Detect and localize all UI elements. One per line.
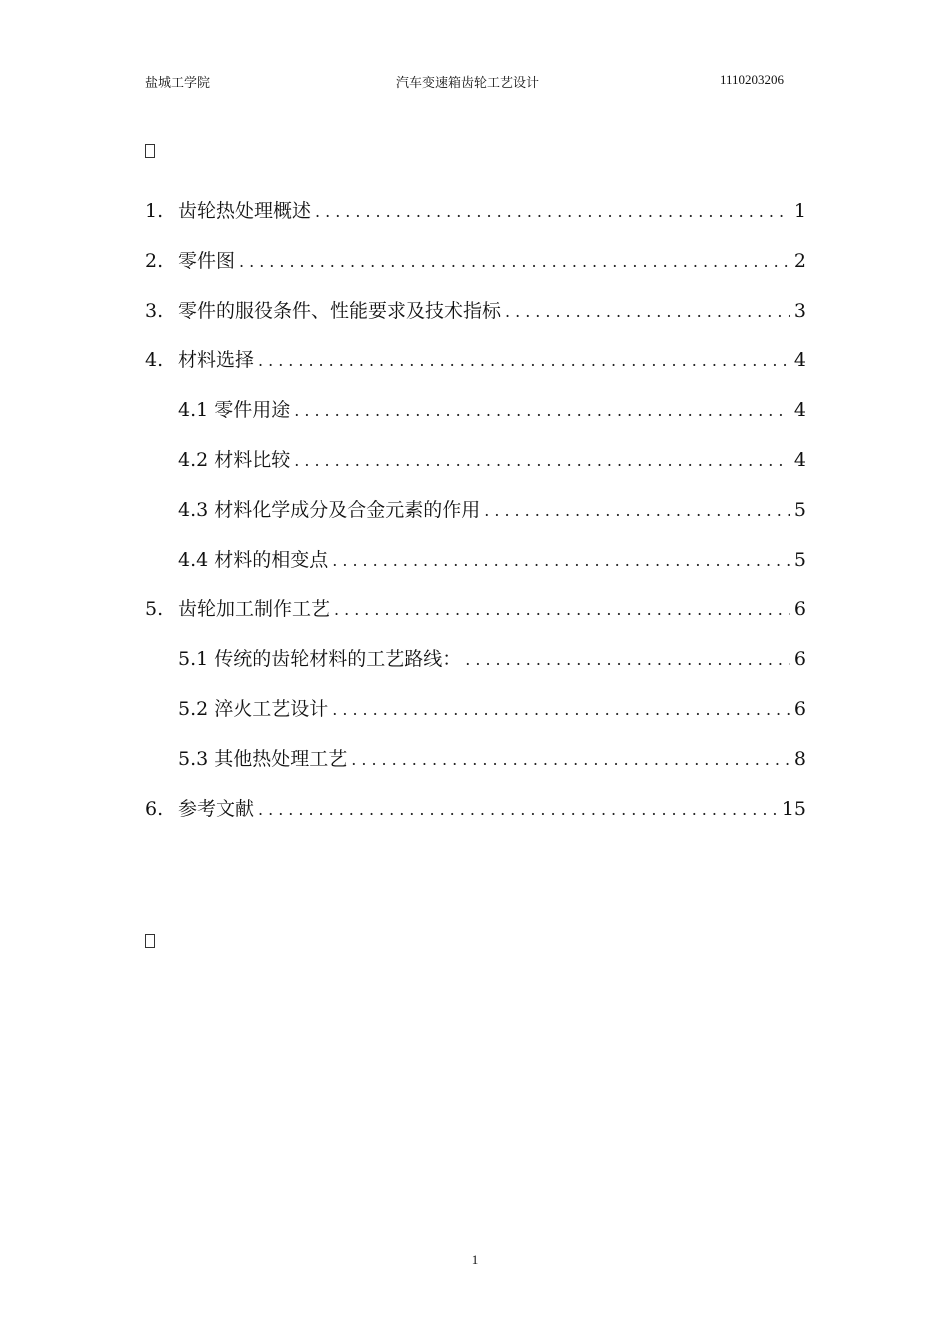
- toc-entry-title: 4.4 材料的相变点: [178, 548, 329, 571]
- toc-entry-number: 5.: [145, 598, 164, 621]
- toc-dot-leader: [332, 551, 790, 570]
- toc-entry[interactable]: [145, 594, 806, 644]
- toc-entry-title: 4.2 材料比较: [178, 448, 291, 471]
- toc-dot-leader: [294, 451, 790, 470]
- toc-entry-page: 6: [793, 648, 806, 671]
- toc-entry-title: 齿轮热处理概述: [178, 200, 312, 222]
- toc-dot-leader: [351, 750, 790, 769]
- toc-entry[interactable]: [145, 296, 806, 346]
- toc-entry-title: 5.1 传统的齿轮材料的工艺路线：: [178, 648, 462, 671]
- header-rule: [145, 100, 805, 101]
- toc-entry-title: 齿轮加工制作工艺: [178, 598, 331, 621]
- toc-dot-leader: [484, 501, 790, 520]
- toc-entry[interactable]: [145, 644, 806, 694]
- toc-dot-leader: [315, 202, 790, 221]
- toc-dot-leader: [334, 600, 790, 619]
- page-header: [0, 72, 950, 94]
- toc-entry-number: 3.: [145, 299, 164, 322]
- toc-entry-title: 4.1 零件用途: [178, 399, 291, 422]
- toc-entry-page: 4: [793, 448, 806, 471]
- toc-dot-leader: [258, 351, 790, 370]
- toc-entry-title: 参考文献: [178, 797, 255, 820]
- toc-entry-title: 材料选择: [178, 349, 255, 372]
- toc-dot-leader: [332, 700, 790, 719]
- toc-entry-page: 8: [793, 747, 806, 770]
- toc-entry-page: 6: [793, 598, 806, 621]
- toc-entry[interactable]: [145, 345, 806, 395]
- toc-entry-number: 2.: [145, 249, 164, 272]
- toc-entry-page: 4: [793, 349, 806, 372]
- toc-entry-page: 5: [793, 498, 806, 521]
- toc-entry[interactable]: [145, 445, 806, 495]
- footer-page-number: 1: [471, 1252, 479, 1267]
- toc-entry[interactable]: [145, 744, 806, 794]
- toc-entry-title: 5.2 淬火工艺设计: [178, 697, 329, 720]
- toc-entry[interactable]: [145, 395, 806, 445]
- toc-entry[interactable]: [145, 545, 806, 595]
- toc-entry-title: 零件图: [178, 249, 236, 272]
- toc-entry-page: 1: [793, 200, 806, 222]
- missing-glyph-icon: [145, 144, 155, 158]
- toc-dot-leader: [505, 302, 790, 321]
- toc-entry-page: 5: [793, 548, 806, 571]
- toc-entry-number: 1.: [145, 200, 164, 222]
- table-of-contents: [145, 196, 806, 843]
- header-student-id: 1110203206: [720, 72, 785, 87]
- toc-entry-page: 3: [793, 299, 806, 322]
- toc-entry[interactable]: [145, 495, 806, 545]
- toc-dot-leader: [239, 252, 790, 271]
- toc-entry-number: 4.: [145, 349, 164, 372]
- header-title: 汽车变速箱齿轮工艺设计: [396, 75, 540, 90]
- toc-entry-title: 4.3 材料化学成分及合金元素的作用: [178, 498, 481, 521]
- toc-entry-page: 4: [793, 399, 806, 422]
- toc-entry-number: 6.: [145, 797, 164, 820]
- toc-entry[interactable]: [145, 694, 806, 744]
- toc-dot-leader: [294, 401, 790, 420]
- toc-entry-page: 6: [793, 697, 806, 720]
- toc-entry-title: 零件的服役条件、性能要求及技术指标: [178, 299, 502, 322]
- toc-entry[interactable]: [145, 794, 806, 844]
- header-school: 盐城工学院: [145, 75, 211, 90]
- toc-entry-title: 5.3 其他热处理工艺: [178, 747, 348, 770]
- toc-entry[interactable]: [145, 196, 806, 246]
- toc-entry[interactable]: [145, 246, 806, 296]
- toc-entry-page: 15: [781, 797, 806, 820]
- toc-dot-leader: [258, 800, 778, 819]
- toc-entry-page: 2: [793, 249, 806, 272]
- missing-glyph-icon: [145, 934, 155, 948]
- toc-dot-leader: [465, 650, 790, 669]
